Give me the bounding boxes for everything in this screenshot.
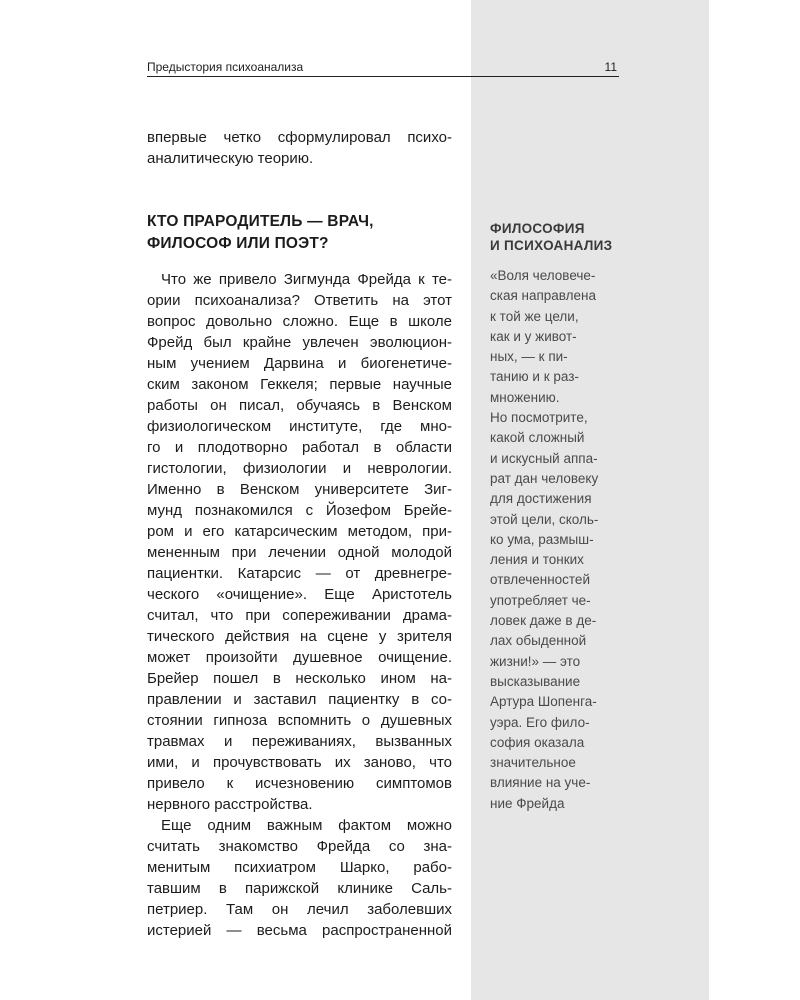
text-line: стоянии гипноза вспомнить о душевных <box>147 712 452 729</box>
sidebar-line: употребляет че- <box>490 592 591 608</box>
sidebar-line: Артура Шопенга- <box>490 694 597 710</box>
sidebar-title-line: И ПСИХОАНАЛИЗ <box>490 238 613 253</box>
text-line: работы он писал, обучаясь в Венском <box>147 397 452 414</box>
sidebar-line: софия оказала <box>490 734 585 750</box>
body-paragraph-1 <box>147 269 452 815</box>
sidebar-line: ние Фрейда <box>490 795 565 811</box>
text-line: мунд познакомился с Йозефом Брейе- <box>147 502 452 519</box>
sidebar-line: «Воля человече- <box>490 268 596 283</box>
heading-line: ФИЛОСОФ ИЛИ ПОЭТ? <box>147 235 329 252</box>
sidebar-line: отвлеченностей <box>490 572 590 588</box>
sidebar-line: Но посмотрите, <box>490 410 588 426</box>
text-line: считал, что при сопереживании драма- <box>147 607 452 624</box>
intro-paragraph <box>147 127 452 169</box>
text-line: менитым психиатром Шарко, рабо- <box>147 859 452 876</box>
text-line: Именно в Венском университете Зиг- <box>147 481 452 498</box>
text-line: вопрос довольно сложно. Еще в школе <box>147 313 452 330</box>
sidebar-line: танию и к раз- <box>490 369 579 385</box>
text-line: Фрейд был крайне увлечен эволюцион- <box>147 334 452 351</box>
text-line: пациентки. Катарсис — от древнегре- <box>147 565 452 582</box>
text-line: ным учением Дарвина и биогенетиче- <box>147 355 452 372</box>
text-line: ческого «очищение». Еще Аристотель <box>147 586 452 603</box>
text-line: Еще одним важным фактом можно <box>161 817 452 834</box>
sidebar-line: влияние на уче- <box>490 775 591 791</box>
section-heading <box>147 211 452 255</box>
sidebar-quote <box>490 266 625 814</box>
text-line: Что же привело Зигмунда Фрейда к те- <box>161 271 452 288</box>
text-line: нервного расстройства. <box>147 796 313 813</box>
text-line: физиологическом институте, где мно- <box>147 418 452 435</box>
text-line: может произойти душевное очищение. <box>147 649 452 666</box>
running-header-section-title: Предыстория психоанализа <box>147 60 304 74</box>
heading-line: КТО ПРАРОДИТЕЛЬ — ВРАЧ, <box>147 213 374 230</box>
text-line: мененным при лечении одной молодой <box>147 544 452 561</box>
text-line: правлении и заставил пациентку в со- <box>147 691 452 708</box>
text-line: ром и его катарсическим методом, при- <box>147 523 452 540</box>
sidebar-line: для достижения <box>490 491 592 507</box>
sidebar-line: лах обыденной <box>490 633 587 649</box>
sidebar-line: как и у живот- <box>490 328 577 344</box>
sidebar-line: ных, — к пи- <box>490 349 568 365</box>
sidebar-line: какой сложный <box>490 430 585 446</box>
text-line: травмах и переживаниях, вызванных <box>147 733 452 750</box>
text-line: тавшим в парижской клинике Саль- <box>147 880 452 897</box>
page-number: 11 <box>604 60 617 74</box>
text-line: го и плодотворно работал в области <box>147 439 452 456</box>
sidebar-title-line: ФИЛОСОФИЯ <box>490 221 585 236</box>
sidebar-line: ловек даже в де- <box>490 613 597 629</box>
sidebar-line: ления и тонких <box>490 552 584 568</box>
text-line: привело к исчезновению симптомов <box>147 775 452 792</box>
sidebar-line: значительное <box>490 755 576 771</box>
sidebar-line: множению. <box>490 389 560 405</box>
text-line: ими, и прочувствовать их заново, что <box>147 754 452 771</box>
sidebar-line: уэра. Его фило- <box>490 714 590 730</box>
sidebar-line: и искусный аппа- <box>490 450 598 466</box>
sidebar-line: ко ума, размыш- <box>490 531 594 547</box>
sidebar-line: жизни!» — это <box>490 653 581 669</box>
text-line: впервые четко сформулировал психо- <box>147 129 452 146</box>
sidebar-line: рат дан человеку <box>490 470 599 486</box>
text-line: считать знакомство Фрейда со зна- <box>147 838 452 855</box>
text-line: ории психоанализа? Ответить на этот <box>147 292 452 309</box>
body-paragraph-2 <box>147 815 452 941</box>
text-line: Брейер пошел в несколько ином на- <box>147 670 452 687</box>
sidebar-box <box>490 220 625 814</box>
sidebar-line: этой цели, сколь- <box>490 511 599 527</box>
text-line: истерией — весьма распространенной <box>147 922 452 939</box>
sidebar-line: высказывание <box>490 673 581 689</box>
running-header <box>147 61 619 77</box>
text-line: аналитическую теорию. <box>147 150 314 167</box>
text-line: петриер. Там он лечил заболевших <box>147 901 452 918</box>
sidebar-line: к той же цели, <box>490 308 579 324</box>
text-line: тического действия на сцене у зрителя <box>147 628 452 645</box>
main-column <box>147 127 452 941</box>
text-line: гистологии, физиологии и неврологии. <box>147 460 452 477</box>
sidebar-line: ская направлена <box>490 288 597 304</box>
text-line: ским законом Геккеля; первые научные <box>147 376 452 393</box>
sidebar-title <box>490 220 625 254</box>
